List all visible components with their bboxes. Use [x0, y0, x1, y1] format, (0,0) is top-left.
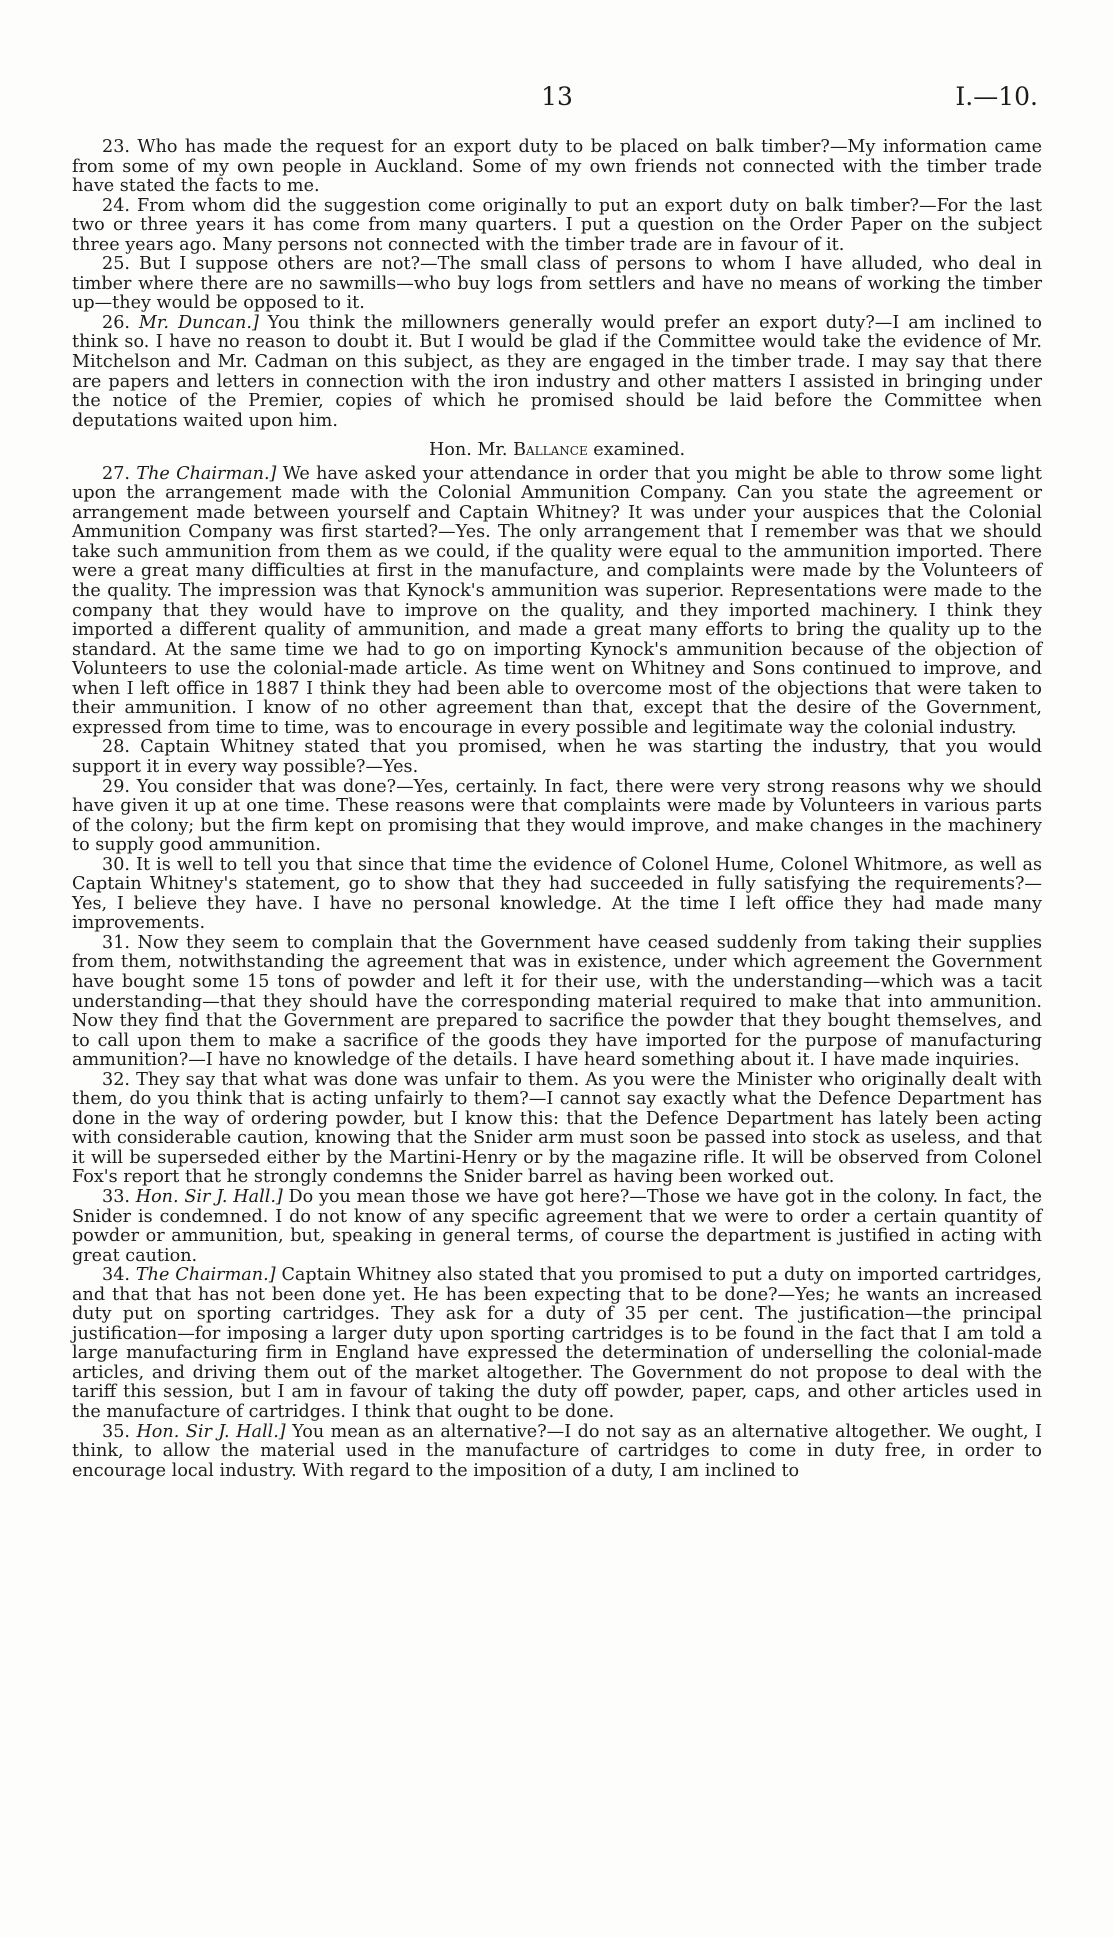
speaker-label: Hon. Sir J. Hall.]: [136, 1421, 286, 1442]
paragraph-25: 25. But I suppose others are not?—The small class of persons to whom I have alluded, who deal in timber where there are no sawmills—who buy logs from settlers and have no means of working the timber up—they would be opposed to it.: [72, 254, 1042, 314]
question-number: 26.: [102, 312, 139, 333]
speaker-label: Mr. Duncan.]: [138, 312, 259, 333]
paragraph-32: 32. They say that what was done was unfair to them. As you were the Minister who originally dealt with them, do you think that is acting unfairly to them?—I cannot say exactly what the Defence Department has done in the way of ordering powder, but I know this: that the Defence Department has lately been acting with considerable caution, knowing that the Snider arm must soon be passed into stock as useless, and that it will be superseded either by the Martini-Henry or by the magazine rifle. It will be observed from Colonel Fox's report that he strongly condemns the Snider barrel as having been worked out.: [72, 1069, 1042, 1188]
speaker-label: The Chairman.]: [135, 1265, 276, 1286]
speaker-label: Hon. Sir J. Hall.]: [135, 1186, 283, 1207]
paragraph-24: 24. From whom did the suggestion come originally to put an export duty on balk timber?—For the last two or three years it has come from many quarters. I put a question on the Order Paper on the subject three years ago. Many persons not connected with the timber trade are in favour of it.: [72, 195, 1042, 255]
page-header: [72, 82, 1042, 114]
question-number: 33.: [102, 1186, 136, 1207]
paragraph-29: 29. You consider that was done?—Yes, certainly. In fact, there were very strong reasons why we should have given it up at one time. These reasons were that complaints were made by Volunteers in various parts of the colony; but the firm kept on promising that they would improve, and make changes in the machinery to supply good ammunition.: [72, 776, 1042, 856]
question-number: 27.: [102, 463, 137, 484]
paragraph-body: We have asked your attendance in order that you might be able to throw some light upon the arrangement made with the Colonial Ammunition Company. Can you state the agreement or arrangement made between yourself and Captain Whitney? It was under your auspices that the Colonial Ammunition Company was first started?—Yes. The only arrangement that I remember was that we should take such ammunition from them as we could, if the quality were equal to the ammunition imported. There were a great many difficulties at first in the manufacture, and complaints were made by the Volunteers of the quality. The impression was that Kynock's ammunition was superior. Representations were made to the company that they would have to improve on the quality, and they imported machinery. I think they imported a different quality of ammunition, and made a great many efforts to bring the quality up to the standard. At the same time we had to go on importing Kynock's ammunition because of the objection of Volunteers to use the colonial-made article. As time went on Whitney and Sons continued to improve, and when I left office in 1887 I think they had been able to overcome most of the objections that were taken to their ammunition. I know of no other agreement than that, except that the desire of the Government, expressed from time to time, was to encourage in every possible and legitimate way the colonial industry.: [72, 463, 1042, 738]
paragraph-35: [72, 1423, 1042, 1482]
paragraph-23: 23. Who has made the request for an export duty to be placed on balk timber?—My information came from some of my own people in Auckland. Some of my own friends not connected with the timber trade have stated the facts to me.: [72, 137, 1042, 197]
body-text: [72, 138, 1042, 1481]
paragraph-31: 31. Now they seem to complain that the Government have ceased suddenly from taking their supplies from them, notwithstanding the agreement that was in existence, under which agreement the Government have bought some 15 tons of powder and left it for their use, with the understanding—which was a tacit understanding—that they should have the corresponding material required to make that into ammunition. Now they find that the Government are prepared to sacrifice the powder that they bought themselves, and to call upon them to make a sacrifice of the goods they have imported for the purpose of manufacturing ammunition?—I have no knowledge of the details. I have heard something about it. I have made inquiries.: [72, 932, 1042, 1071]
question-number: 34.: [102, 1265, 136, 1286]
paragraph-34: [72, 1266, 1042, 1422]
paragraph-33: [72, 1188, 1042, 1266]
paragraph-27: [72, 465, 1042, 739]
paragraph-30: 30. It is well to tell you that since that time the evidence of Colonel Hume, Colonel Whitmore, as well as Captain Whitney's statement, go to show that they had succeeded in fully satisfying the requirements?—Yes, I believe they have. I have no personal knowledge. At the time I left office they had made many improvements.: [72, 854, 1042, 934]
paragraph-26: [72, 314, 1042, 431]
section-heading: Hon. Mr. Ballance examined.: [428, 440, 686, 461]
document-reference: I.—10.: [955, 82, 1038, 111]
witness-name: Ballance: [513, 440, 588, 461]
speaker-label: The Chairman.]: [136, 463, 277, 484]
paragraph-body: Do you mean those we have got here?—Those we have got in the colony. In fact, the Snider is condemned. I do not know of any specific agreement that we were to order a certain quantity of powder or ammunition, but, speaking in general terms, of course the department is justified in acting with great caution.: [72, 1186, 1042, 1266]
question-number: 35.: [102, 1421, 137, 1442]
paragraph-body: You think the millowners generally would prefer an export duty?—I am inclined to think so. I have no reason to doubt it. But I would be glad if the Committee would take the evidence of Mr. Mitchelson and Mr. Cadman on this subject, as they are engaged in the timber trade. I may say that there are papers and letters in connection with the iron industry and other matters I assisted in bringing under the notice of the Premier, copies of which he promised should be laid before the Committee when deputations waited upon him.: [72, 312, 1043, 431]
paragraph-28: 28. Captain Whitney stated that you promised, when he was starting the industry, that you would support it in every way possible?—Yes.: [72, 737, 1042, 777]
page-number: 13: [541, 82, 573, 111]
paragraph-body: You mean as an alternative?—I do not say as an alternative altogether. We ought, I think, to allow the material used in the manufacture of cartridges to come in duty free, in order to encourage local industry. With regard to the imposition of a duty, I am inclined to: [72, 1421, 1042, 1481]
paragraph-body: Captain Whitney also stated that you promised to put a duty on imported cartridges, and that that has not been done yet. He has been expecting that to be done?—Yes; he wants an increased duty put on sporting cartridges. They ask for a duty of 35 per cent. The justification—the principal justification—for imposing a larger duty upon sporting cartridges is to be found in the fact that I am told a large manufacturing firm in England have expressed the determination of underselling the colonial-made articles, and driving them out of the market altogether. The Government do not propose to deal with the tariff this session, but I am in favour of taking the duty off powder, paper, caps, and other articles used in the manufacture of cartridges. I think that ought to be done.: [72, 1265, 1042, 1422]
